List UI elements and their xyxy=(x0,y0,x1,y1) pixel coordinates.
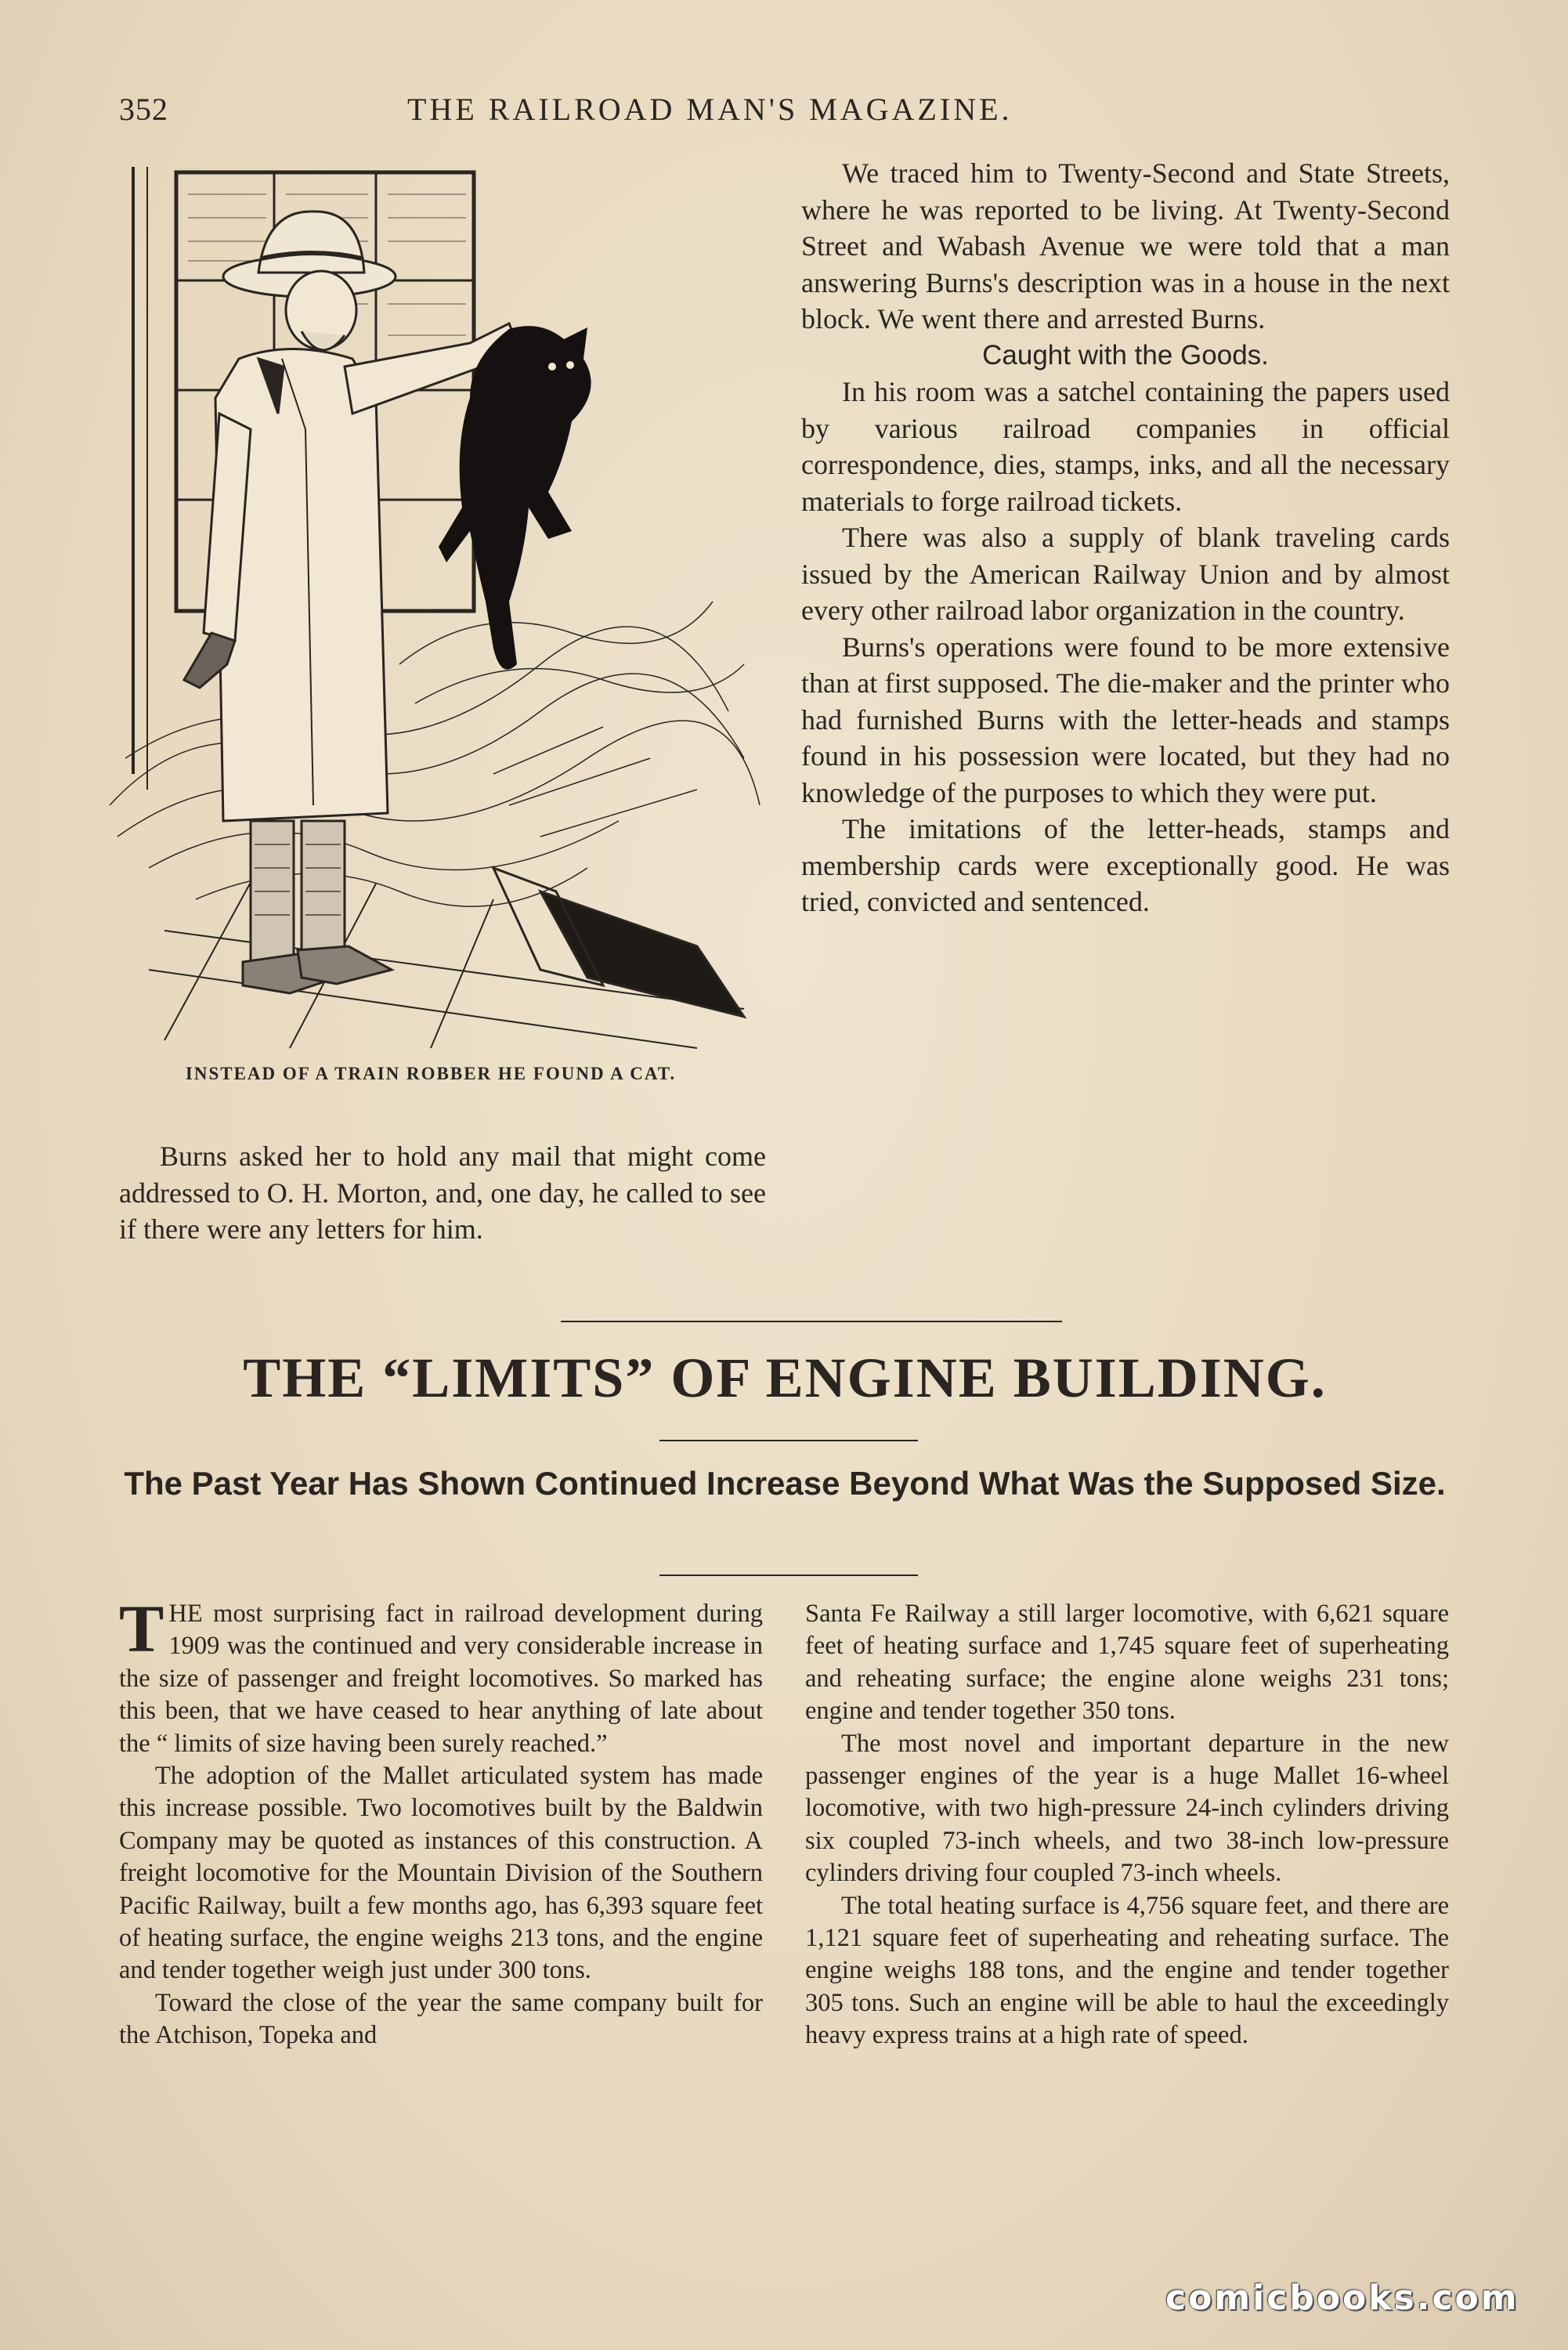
article-subtitle: The Past Year Has Shown Continued Increase Beyond What Was the Supposed Size. xyxy=(124,1465,1446,1502)
drop-cap: T xyxy=(119,1591,164,1666)
paragraph: Santa Fe Railway a still larger locomotive, with 6,621 square feet of heating surface and 1,745 square feet of superheating and reheating surface; the engine alone weighs 231 tons; engine and tender together 350 tons. xyxy=(805,1600,1449,1726)
illustration-man-holding-cat xyxy=(102,163,768,1052)
column-top-left xyxy=(119,1138,766,1248)
paragraph: Burns asked her to hold any mail that might come addressed to O. H. Morton, and, one day, he called to see if there were any letters for him. xyxy=(119,1141,766,1245)
paragraph: In his room was a satchel containing the papers used by various railroad companies in official correspondence, dies, stamps, inks, and all the necessary materials to forge railroad tickets. xyxy=(801,376,1450,517)
paragraph: The most novel and important departure in the new passenger engines of the year is a huge Mallet 16-wheel locomotive, with two high-pressure 24-inch cylinders driving six coupled 73-inch wheels, and two 38-inch low-pressure cylinders driving four coupled 73-inch wheels. xyxy=(805,1729,1449,1888)
divider-rule xyxy=(659,1574,918,1576)
paragraph: The total heating surface is 4,756 square feet, and there are 1,121 square feet of superheating and reheating surface. The engine weighs 188 tons, and the engine and tender together 305 tons. Such an engine will be able to haul the exceedingly heavy express trains at a high rate of speed. xyxy=(805,1891,1449,2050)
paragraph xyxy=(119,1591,763,1760)
article-title: THE “LIMITS” OF ENGINE BUILDING. xyxy=(243,1347,1327,1409)
site-watermark: comicbooks.com xyxy=(1165,2278,1519,2318)
illustration-caption: INSTEAD OF A TRAIN ROBBER HE FOUND A CAT. xyxy=(185,1064,677,1083)
paragraph: The adoption of the Mallet articulated system has made this increase possible. Two locomotives built by the Baldwin Company may be quoted as instances of this construction. A freight locomotive for the Mountain Division of the Southern Pacific Railway, built a few months ago, has 6,393 square feet of heating surface, the engine weighs 213 tons, and the engine and tender together weigh just under 300 tons. xyxy=(119,1762,763,1985)
cat-silhouette xyxy=(439,326,591,670)
divider-rule xyxy=(659,1440,918,1441)
running-head: THE RAILROAD MAN'S MAGAZINE. xyxy=(407,92,1013,127)
section-subhead: Caught with the Goods. xyxy=(982,339,1269,371)
paragraph: Burns's operations were found to be more extensive than at first supposed. The die-maker and the printer who had furnished Burns with the letter-heads and stamps found in his possession were located, but they had no knowledge of the purposes to which they were put. xyxy=(801,631,1450,808)
paragraph-text: HE most surprising fact in railroad development during 1909 was the continued and very considerable increase in the size of passenger and freight locomotives. So marked has this been, that we have ceased to hear anything of late about the “ limits of size having been surely reached.” xyxy=(119,1600,763,1758)
divider-rule xyxy=(561,1321,1062,1322)
paragraph: We traced him to Twenty-Second and State Streets, where he was reported to be living. At Twenty-Second Street and Wabash Avenue we were told that a man answering Burns's description was in a house in the next block. We went there and arrested Burns. xyxy=(801,157,1450,334)
article-column-left xyxy=(119,1591,763,2052)
paragraph: Toward the close of the year the same company built for the Atchison, Topeka and xyxy=(119,1988,763,2050)
page-number: 352 xyxy=(119,92,168,127)
paragraph: There was also a supply of blank traveling cards issued by the American Railway Union and by almost every other railroad labor organization in the country. xyxy=(801,522,1450,626)
paragraph: The imitations of the letter-heads, stamps and membership cards were exceptionally good. He was tried, convicted and sentenced. xyxy=(801,813,1450,917)
article-column-right xyxy=(805,1598,1449,2052)
column-top-right xyxy=(801,155,1450,920)
